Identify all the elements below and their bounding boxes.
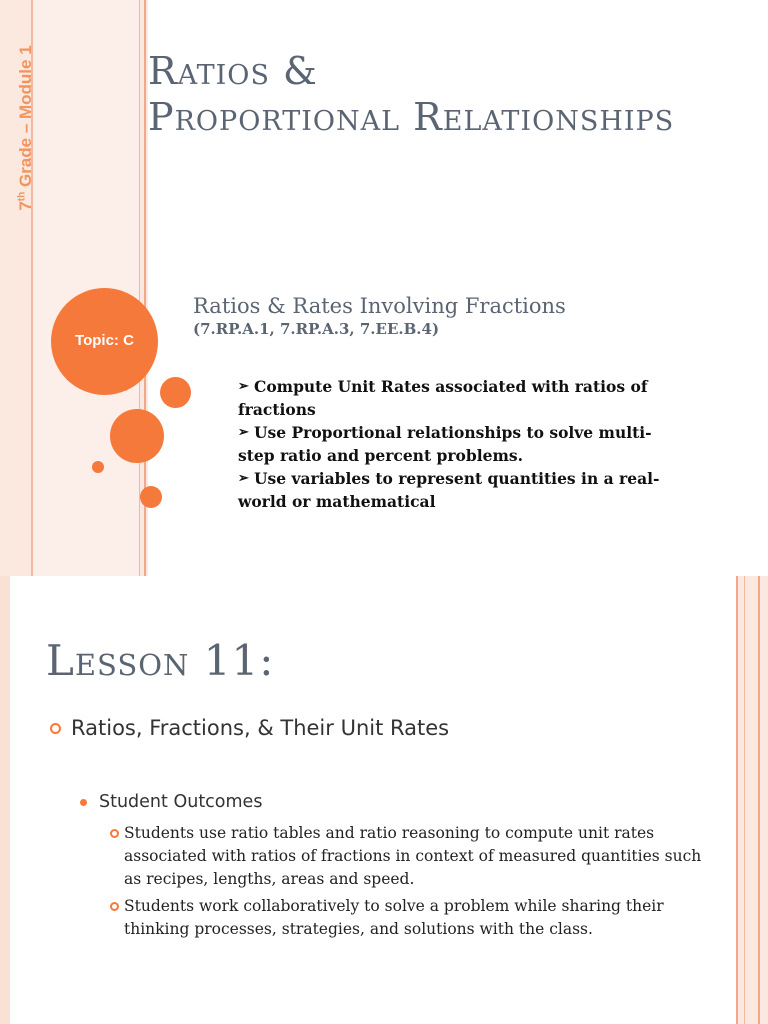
list-item: Students work collaboratively to solve a problem while sharing their thinking processes, strategies, and solutions with the class.	[110, 895, 710, 941]
ring-bullet-icon	[50, 723, 61, 734]
lesson-title: Lesson 11:	[46, 636, 275, 685]
title-line-2: Proportional Relationships	[148, 95, 675, 139]
decorative-dot	[92, 461, 104, 473]
ring-bullet-icon	[110, 829, 119, 838]
list-item-continuation: fractions	[238, 400, 316, 419]
arrow-bullet-icon: ➢	[238, 425, 249, 440]
left-decorative-band	[0, 576, 10, 1024]
title-line-1: Ratios &	[148, 49, 318, 93]
band-line	[139, 0, 140, 576]
arrow-bullet-icon: ➢	[238, 471, 249, 486]
lesson-topic: Ratios, Fractions, & Their Unit Rates	[46, 716, 726, 740]
grade-module-label: 7th Grade – Module 1	[16, 45, 35, 211]
ring-bullet-icon	[110, 902, 119, 911]
outcomes-list	[110, 822, 710, 945]
topic-subtitle: Ratios & Rates Involving Fractions	[193, 294, 566, 318]
topic-label: Topic: C	[75, 332, 134, 349]
band-line	[758, 576, 760, 1024]
decorative-dot	[160, 377, 191, 408]
band-line	[744, 576, 745, 1024]
objectives-list	[238, 375, 738, 513]
topic-circle	[51, 288, 158, 395]
decorative-dot	[110, 409, 164, 463]
list-item-continuation: step ratio and percent problems.	[238, 446, 523, 465]
band-line	[736, 576, 738, 1024]
list-item: ➢ Compute Unit Rates associated with ratios of	[238, 377, 648, 396]
standards-codes: (7.RP.A.1, 7.RP.A.3, 7.EE.B.4)	[193, 320, 440, 338]
list-item: Students use ratio tables and ratio reasoning to compute unit rates associated with ratios of fractions in context of measured quantities such as recipes, lengths, areas and speed.	[110, 822, 710, 891]
student-outcomes-heading: Student Outcomes	[80, 792, 720, 812]
right-decorative-band	[736, 576, 768, 1024]
decorative-dot	[140, 486, 162, 508]
list-item-continuation: world or mathematical	[238, 492, 436, 511]
list-item: ➢ Use variables to represent quantities in a real-	[238, 469, 660, 488]
dot-bullet-icon	[80, 799, 87, 806]
slide-1-title	[148, 48, 758, 140]
list-item: ➢ Use Proportional relationships to solve multi-	[238, 423, 652, 442]
left-band-inner	[33, 0, 139, 576]
arrow-bullet-icon: ➢	[238, 379, 249, 394]
slide-2	[0, 576, 768, 1024]
